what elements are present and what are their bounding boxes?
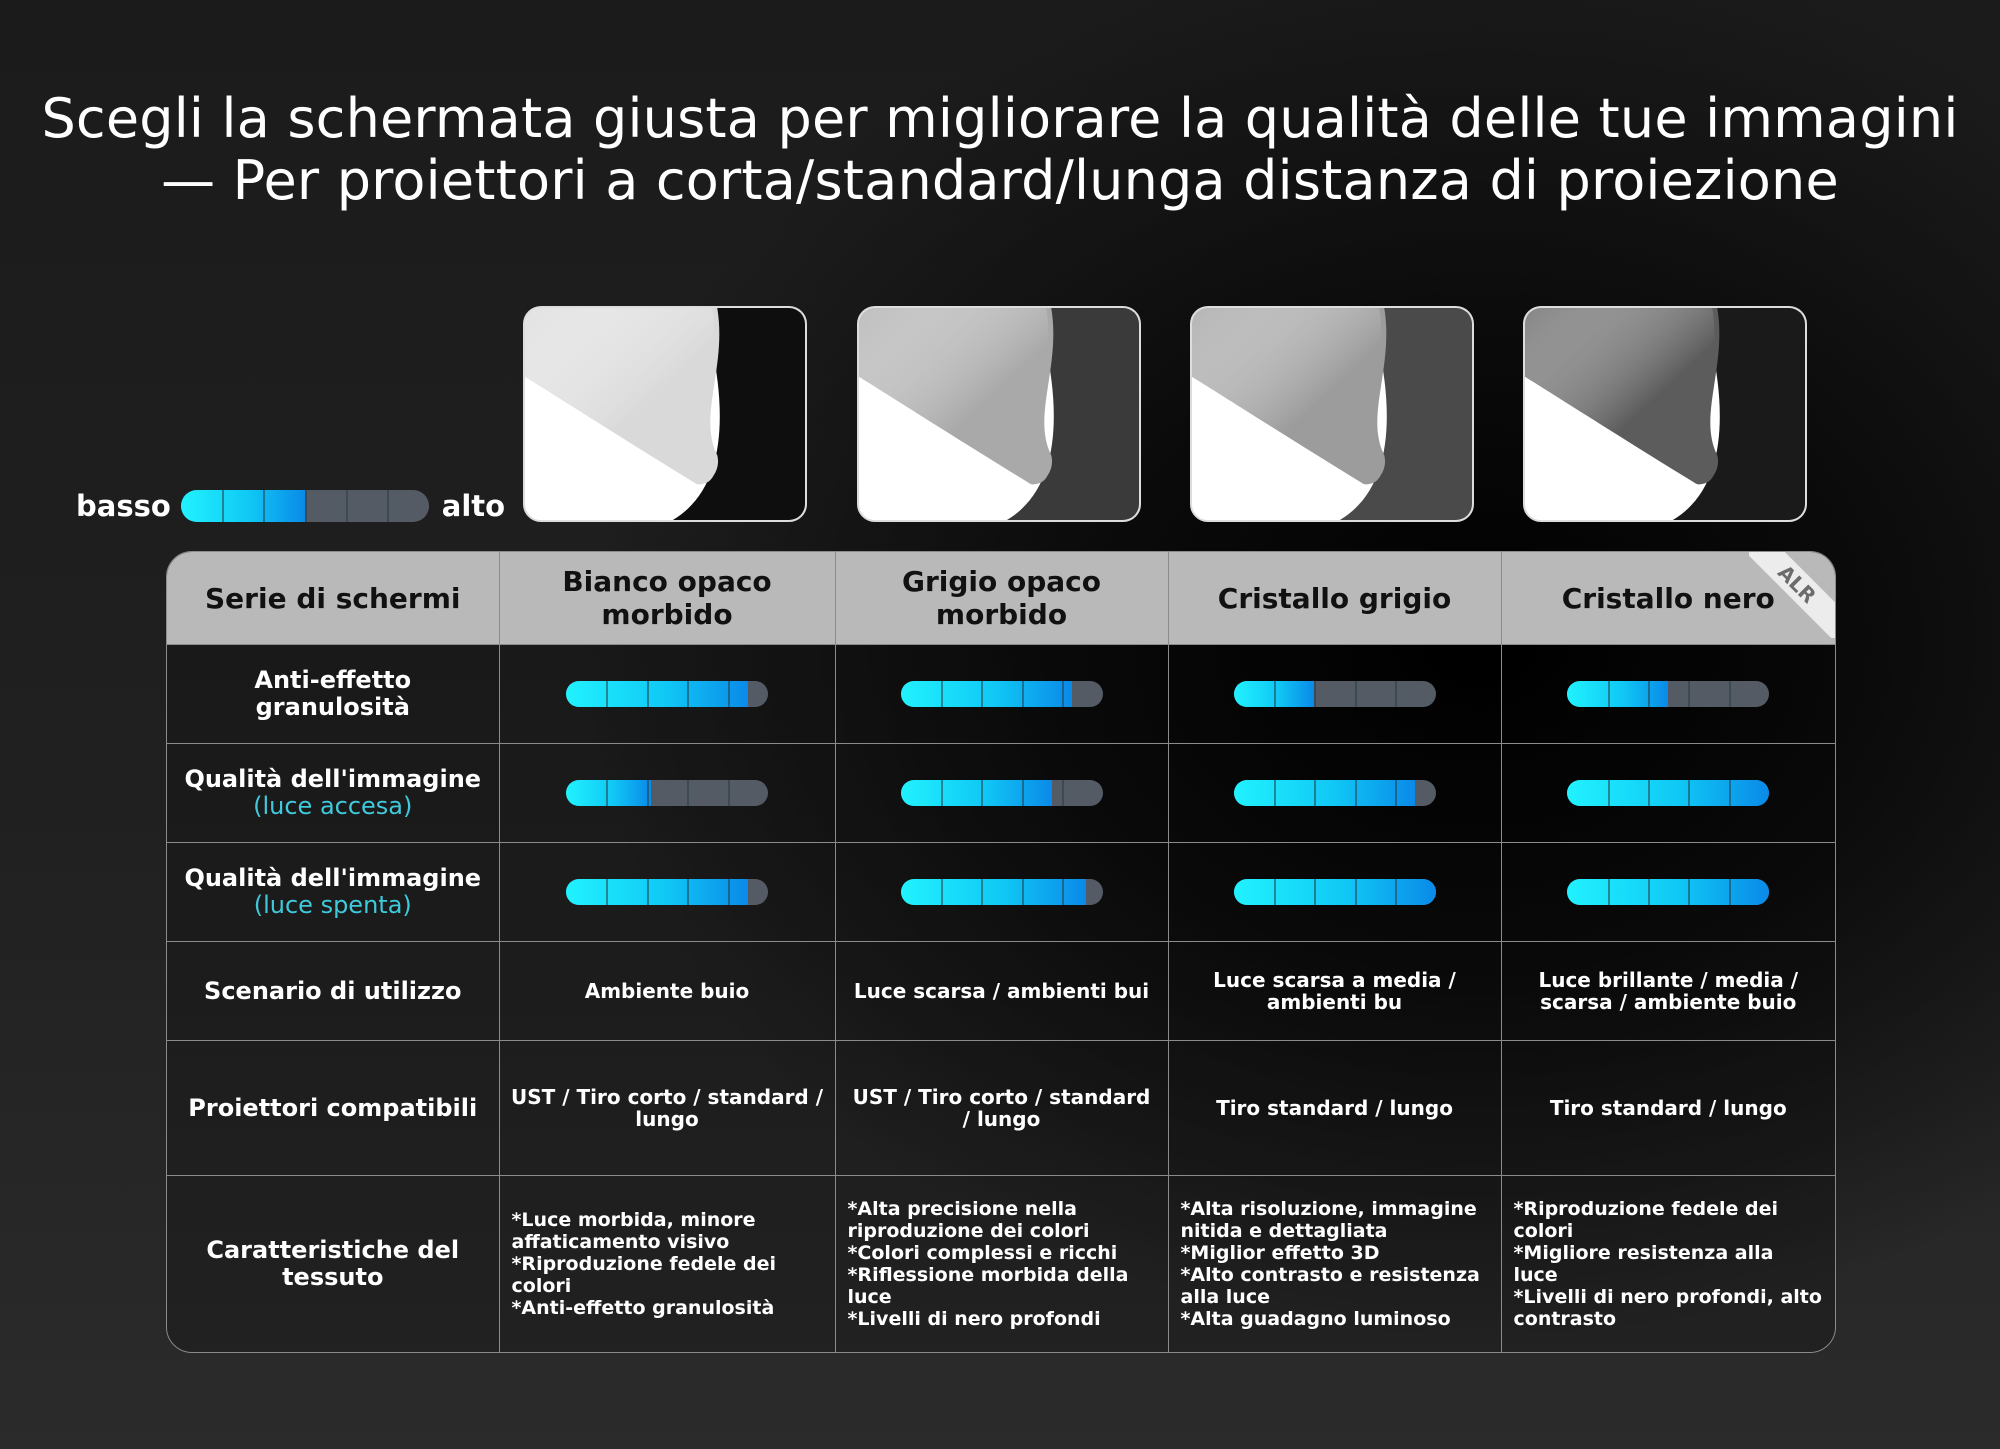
rating-bar	[1567, 780, 1769, 806]
bar-cell	[499, 645, 835, 744]
legend-low-label: basso	[76, 489, 171, 523]
meter-divider	[647, 879, 649, 905]
meter-divider	[1729, 879, 1731, 905]
features-cell	[835, 1176, 1168, 1353]
meter-divider	[941, 681, 943, 707]
bar-cell	[499, 744, 835, 843]
rating-bar	[566, 681, 768, 707]
projector-cell: UST / Tiro corto / standard / lungo	[835, 1041, 1168, 1176]
title-line-2: — Per proiettori a corta/standard/lunga distanza di proiezione	[161, 149, 1839, 212]
bar-cell	[499, 843, 835, 942]
alr-badge	[1749, 552, 1835, 638]
bar-cell	[835, 744, 1168, 843]
meter-divider	[263, 490, 265, 522]
meter-fill	[1234, 780, 1416, 806]
legend-high-label: alto	[441, 489, 506, 523]
feature-item: *Migliore resistenza alla luce	[1513, 1242, 1774, 1286]
row-label-quality-light-on	[167, 744, 499, 843]
row-label-sub: (luce spenta)	[253, 891, 412, 919]
feature-item: *Miglior effetto 3D	[1180, 1242, 1380, 1264]
meter-divider	[981, 780, 983, 806]
header-col-grey-matte: Grigio opaco morbido	[835, 552, 1168, 645]
row-label-text: Qualità dell'immagine	[184, 864, 482, 892]
meter-fill	[901, 879, 1087, 905]
feature-item: *Luce morbida, minore affaticamento visivo	[511, 1209, 756, 1253]
meter-divider	[1608, 681, 1610, 707]
swatch-crystal-grey-image	[1190, 306, 1474, 522]
meter-divider	[387, 490, 389, 522]
meter-divider	[941, 879, 943, 905]
meter-fill	[901, 780, 1053, 806]
meter-divider	[1729, 780, 1731, 806]
meter-divider	[1729, 681, 1731, 707]
meter-fill	[1567, 879, 1769, 905]
meter-divider	[1022, 780, 1024, 806]
features-cell	[1501, 1176, 1835, 1353]
meter-divider	[606, 780, 608, 806]
alr-badge-label: ALR	[1749, 552, 1835, 638]
features-cell	[499, 1176, 835, 1353]
meter-divider	[981, 879, 983, 905]
meter-fill	[1567, 681, 1668, 707]
meter-divider	[941, 780, 943, 806]
row-label-text: Qualità dell'immagine	[184, 765, 482, 793]
row-label-fabric-features: Caratteristiche del tessuto	[167, 1176, 499, 1353]
meter-fill	[566, 681, 748, 707]
legend-meter	[181, 490, 429, 522]
meter-divider	[1648, 879, 1650, 905]
meter-fill	[566, 879, 748, 905]
meter-divider	[1314, 879, 1316, 905]
meter-divider	[346, 490, 348, 522]
row-anti-grain	[167, 645, 1835, 744]
rating-bar	[901, 780, 1103, 806]
row-label-quality-light-off	[167, 843, 499, 942]
row-compatible-projectors	[167, 1041, 1835, 1176]
scenario-cell: Luce scarsa a media / ambienti bu	[1168, 942, 1501, 1041]
features-cell	[1168, 1176, 1501, 1353]
row-quality-light-off	[167, 843, 1835, 942]
rating-bar	[1234, 780, 1436, 806]
meter-divider	[1688, 780, 1690, 806]
meter-divider	[1648, 681, 1650, 707]
meter-divider	[647, 681, 649, 707]
bar-cell	[1501, 645, 1835, 744]
rating-bar	[566, 879, 768, 905]
bar-cell	[1168, 843, 1501, 942]
meter-divider	[606, 879, 608, 905]
page-title	[0, 88, 2000, 212]
row-label-compatible-projectors: Proiettori compatibili	[167, 1041, 499, 1176]
scenario-cell: Ambiente buio	[499, 942, 835, 1041]
bar-cell	[1168, 645, 1501, 744]
meter-divider	[1395, 879, 1397, 905]
feature-item: *Colori complessi e ricchi	[847, 1242, 1118, 1264]
feature-item: *Alta guadagno luminoso	[1180, 1308, 1451, 1330]
header-col-white-matte: Bianco opaco morbido	[499, 552, 835, 645]
bar-cell	[835, 843, 1168, 942]
fabric-front	[1525, 308, 1715, 484]
meter-divider	[1062, 681, 1064, 707]
meter-divider	[1274, 879, 1276, 905]
rating-bar	[566, 780, 768, 806]
header-col-crystal-black-label: Cristallo nero	[1561, 581, 1775, 615]
meter-divider	[1355, 780, 1357, 806]
meter-divider	[647, 780, 649, 806]
meter-divider	[687, 879, 689, 905]
meter-divider	[1355, 681, 1357, 707]
comparison-table	[166, 551, 1836, 1353]
fabric-front	[859, 308, 1049, 484]
meter-fill	[181, 490, 305, 522]
meter-divider	[1395, 681, 1397, 707]
feature-item: *Alto contrasto e resistenza alla luce	[1180, 1264, 1480, 1308]
fabric-front	[525, 308, 715, 484]
swatch-crystal-black-image	[1523, 306, 1807, 522]
meter-divider	[1062, 780, 1064, 806]
meter-divider	[1314, 681, 1316, 707]
meter-divider	[728, 879, 730, 905]
scenario-cell: Luce brillante / media / scarsa / ambiente buio	[1501, 942, 1835, 1041]
meter-divider	[1648, 780, 1650, 806]
meter-divider	[728, 780, 730, 806]
meter-fill	[1567, 780, 1769, 806]
bar-cell	[1501, 744, 1835, 843]
fabric-front	[1192, 308, 1382, 484]
level-legend	[76, 486, 505, 526]
feature-item: *Alta precisione nella riproduzione dei colori	[847, 1198, 1090, 1242]
feature-item: *Riflessione morbida della luce	[847, 1264, 1129, 1308]
meter-fill	[566, 780, 651, 806]
meter-divider	[1062, 879, 1064, 905]
fabric-illustration	[859, 308, 1139, 520]
rating-bar	[1234, 681, 1436, 707]
row-label-anti-grain: Anti-effetto granulosità	[167, 645, 499, 744]
fabric-illustration	[1525, 308, 1805, 520]
swatch-grey-matte-image	[857, 306, 1141, 522]
rating-bar	[1234, 879, 1436, 905]
bar-cell	[835, 645, 1168, 744]
feature-item: *Livelli di nero profondi	[847, 1308, 1101, 1330]
meter-divider	[1395, 780, 1397, 806]
rating-bar	[1567, 681, 1769, 707]
swatch-white-matte-image	[523, 306, 807, 522]
meter-divider	[981, 681, 983, 707]
meter-divider	[1022, 681, 1024, 707]
rating-bar	[1567, 879, 1769, 905]
bar-cell	[1168, 744, 1501, 843]
row-quality-light-on	[167, 744, 1835, 843]
meter-divider	[687, 780, 689, 806]
title-line-1: Scegli la schermata giusta per migliorare la qualità delle tue immagini	[41, 87, 1959, 150]
header-col-crystal-black	[1501, 552, 1835, 645]
row-label-sub: (luce accesa)	[253, 792, 413, 820]
meter-divider	[305, 490, 307, 522]
meter-divider	[1688, 681, 1690, 707]
meter-divider	[1688, 879, 1690, 905]
meter-divider	[1355, 879, 1357, 905]
fabric-illustration	[1192, 308, 1472, 520]
rating-bar	[901, 681, 1103, 707]
meter-divider	[728, 681, 730, 707]
meter-divider	[222, 490, 224, 522]
meter-divider	[687, 681, 689, 707]
meter-fill	[1234, 879, 1436, 905]
meter-fill	[901, 681, 1073, 707]
feature-item: *Riproduzione fedele dei colori	[511, 1253, 777, 1297]
row-usage-scenario	[167, 942, 1835, 1041]
row-label-usage-scenario: Scenario di utilizzo	[167, 942, 499, 1041]
row-fabric-features	[167, 1176, 1835, 1353]
feature-item: *Alta risoluzione, immagine nitida e dettagliata	[1180, 1198, 1477, 1242]
feature-item: *Livelli di nero profondi, alto contrasto	[1513, 1286, 1822, 1330]
header-row	[167, 552, 1835, 645]
meter-divider	[1608, 879, 1610, 905]
bar-cell	[1501, 843, 1835, 942]
scenario-cell: Luce scarsa / ambienti bui	[835, 942, 1168, 1041]
meter-divider	[1274, 681, 1276, 707]
meter-divider	[1314, 780, 1316, 806]
meter-divider	[606, 681, 608, 707]
meter-divider	[1274, 780, 1276, 806]
projector-cell: Tiro standard / lungo	[1501, 1041, 1835, 1176]
header-series-label: Serie di schermi	[167, 552, 499, 645]
rating-bar	[901, 879, 1103, 905]
projector-cell: Tiro standard / lungo	[1168, 1041, 1501, 1176]
feature-item: *Anti-effetto granulosità	[511, 1297, 775, 1319]
feature-item: *Riproduzione fedele dei colori	[1513, 1198, 1779, 1242]
meter-divider	[1022, 879, 1024, 905]
projector-cell: UST / Tiro corto / standard / lungo	[499, 1041, 835, 1176]
meter-divider	[1608, 780, 1610, 806]
header-col-crystal-grey: Cristallo grigio	[1168, 552, 1501, 645]
fabric-illustration	[525, 308, 805, 520]
